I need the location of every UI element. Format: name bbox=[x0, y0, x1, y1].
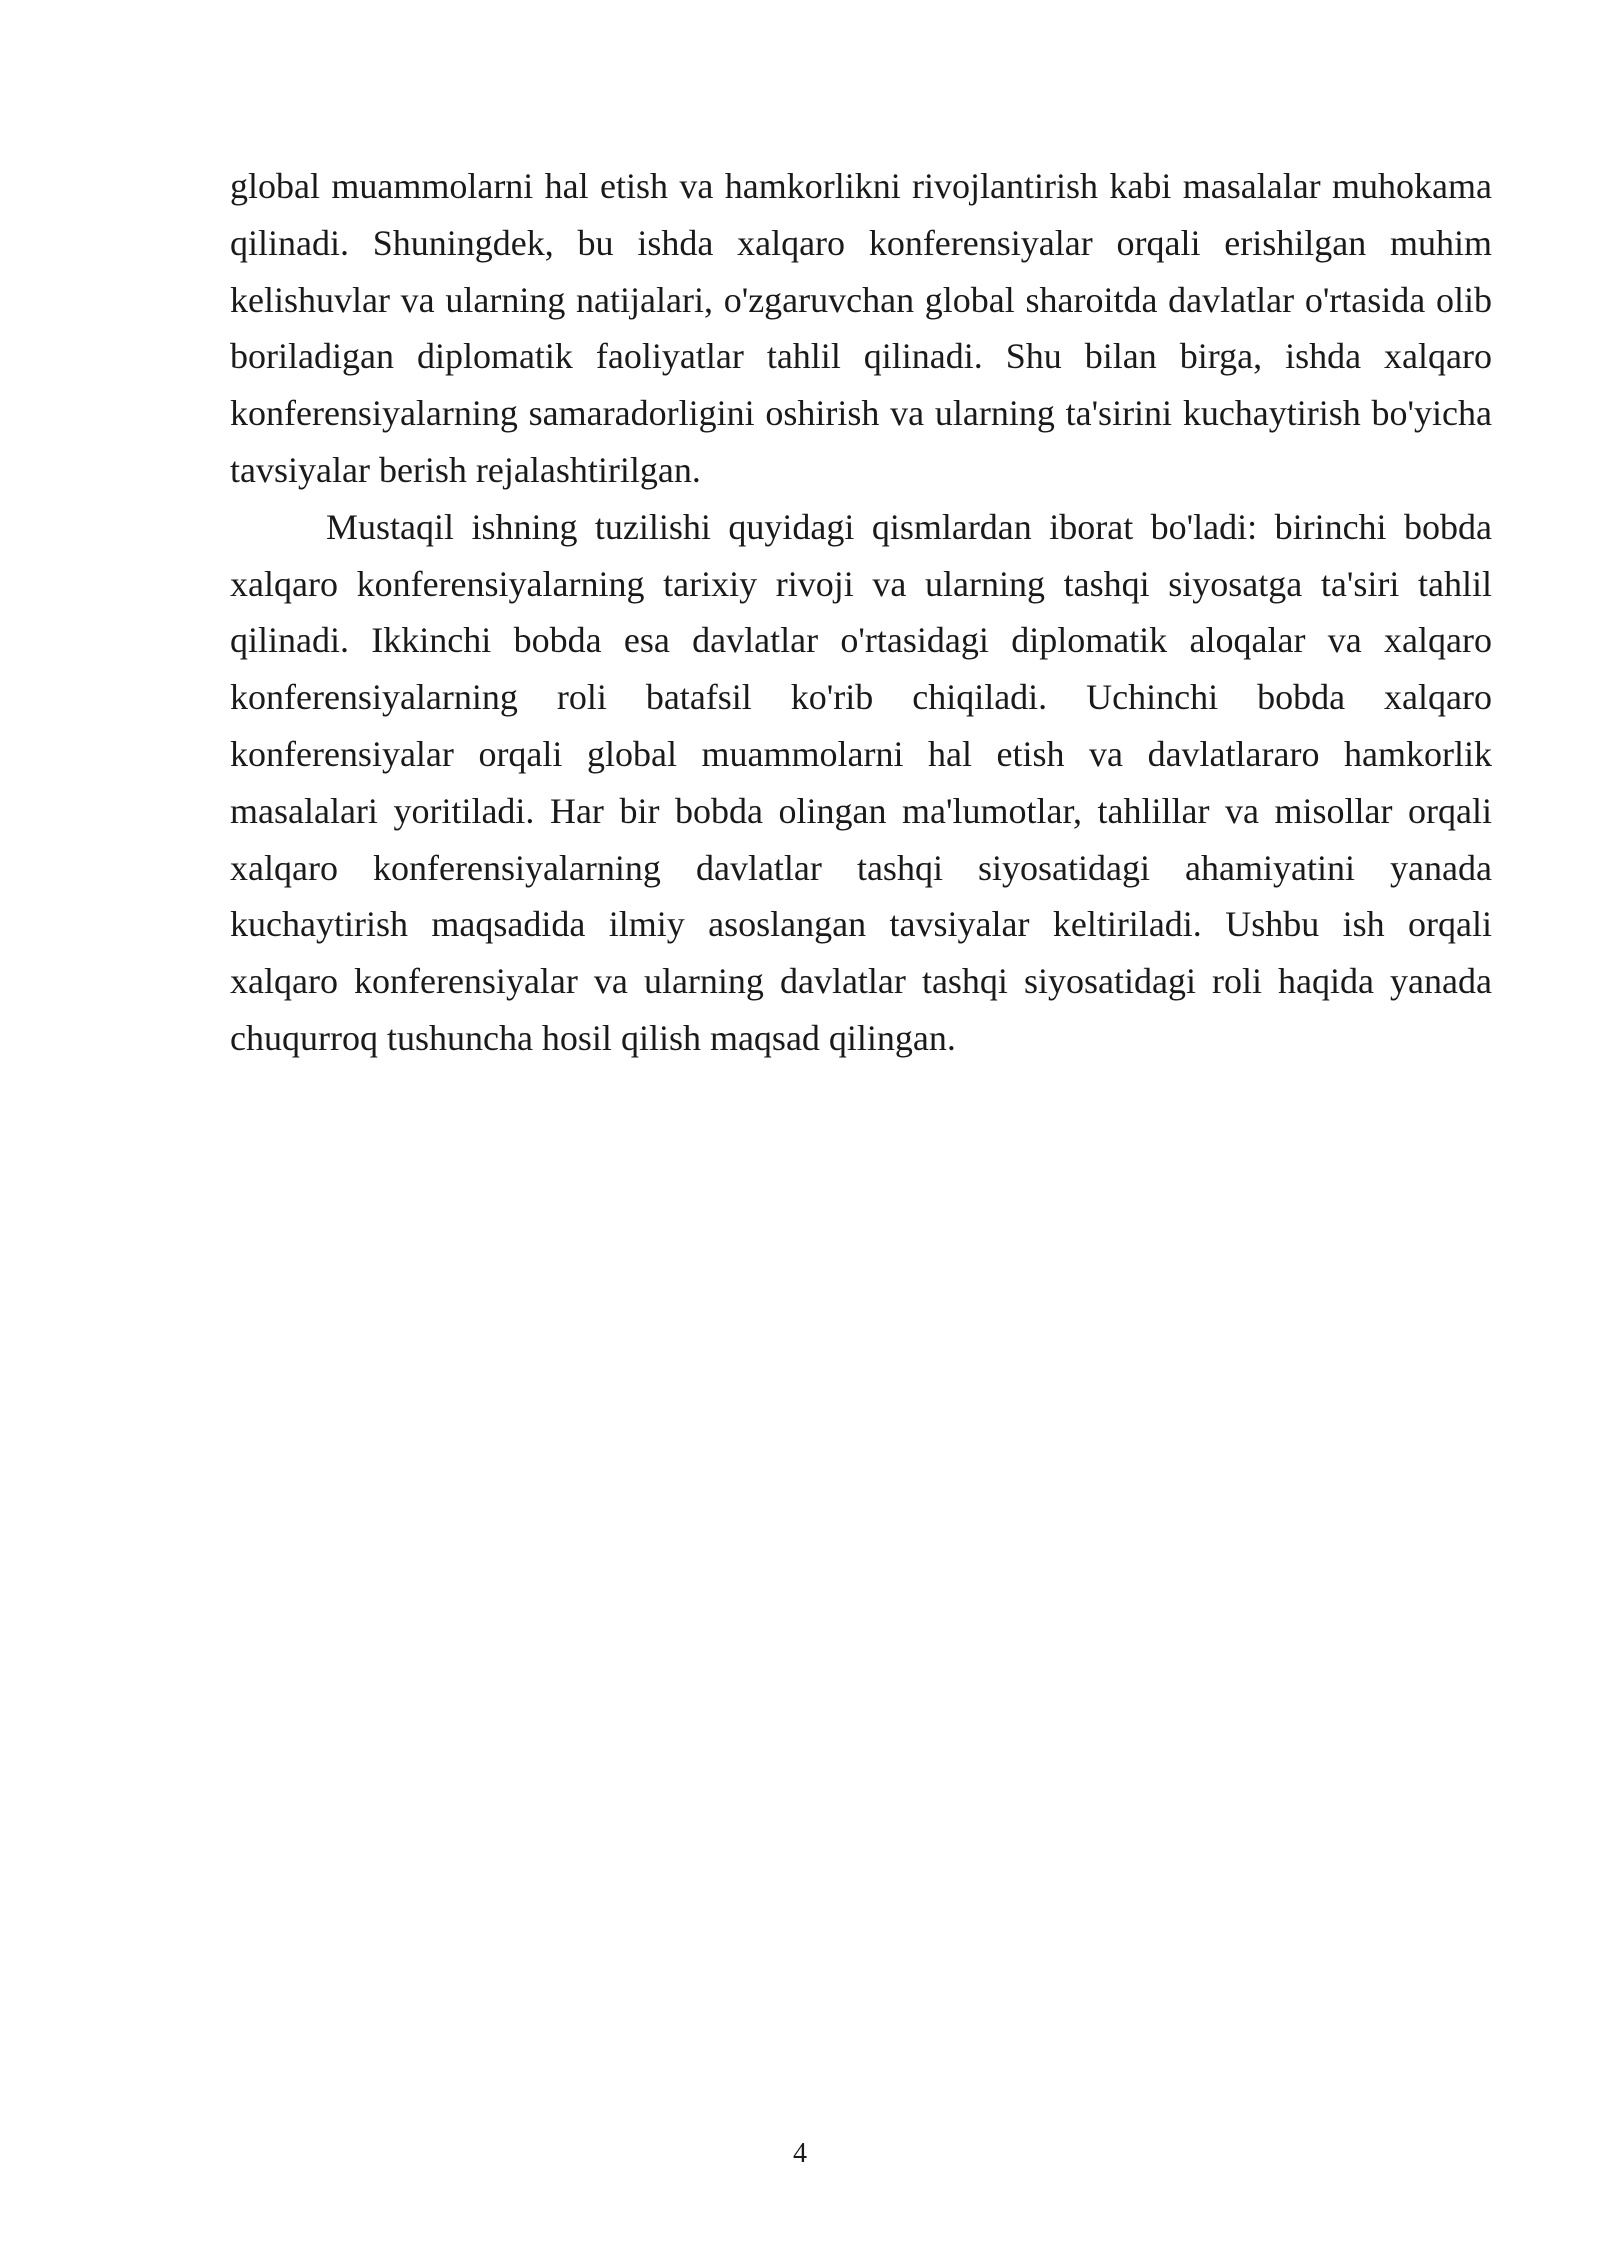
paragraph-continuation: global muammolarni hal etish va hamkorlikni rivojlantirish kabi masalalar muhokama qilinadi. Shuningdek, bu ishda xalqaro konferensiyalar orqali erishilgan muhim kelishuvlar va ularning natijalari, o'zgaruvchan global sharoitda davlatlar o'rtasida olib boriladigan diplomatik faoliyatlar tahlil qilinadi. Shu bilan birga, ishda xalqaro konferensiyalarning samaradorligini oshirish va ularning ta'sirini kuchaytirish bo'yicha tavsiyalar berish rejalashtirilgan. bbox=[230, 166, 1492, 490]
document-body bbox=[230, 158, 1492, 1067]
page-number: 4 bbox=[793, 2138, 807, 2169]
paragraph-structure: Mustaqil ishning tuzilishi quyidagi qismlardan iborat bo'ladi: birinchi bobda xalqaro konferensiyalarning tarixiy rivoji va ularning tashqi siyosatga ta'siri tahlil qilinadi. Ikkinchi bobda esa davlatlar o'rtasidagi diplomatik aloqalar va xalqaro konferensiyalarning roli batafsil ko'rib chiqiladi. Uchinchi bobda xalqaro konferensiyalar orqali global muammolarni hal etish va davlatlararo hamkorlik masalalari yoritiladi. Har bir bobda olingan ma'lumotlar, tahlillar va misollar orqali xalqaro konferensiyalarning davlatlar tashqi siyosatidagi ahamiyatini yanada kuchaytirish maqsadida ilmiy asoslangan tavsiyalar keltiriladi. Ushbu ish orqali xalqaro konferensiyalar va ularning davlatlar tashqi siyosatidagi roli haqida yanada chuqurroq tushuncha hosil qilish maqsad qilingan. bbox=[230, 506, 1492, 1058]
